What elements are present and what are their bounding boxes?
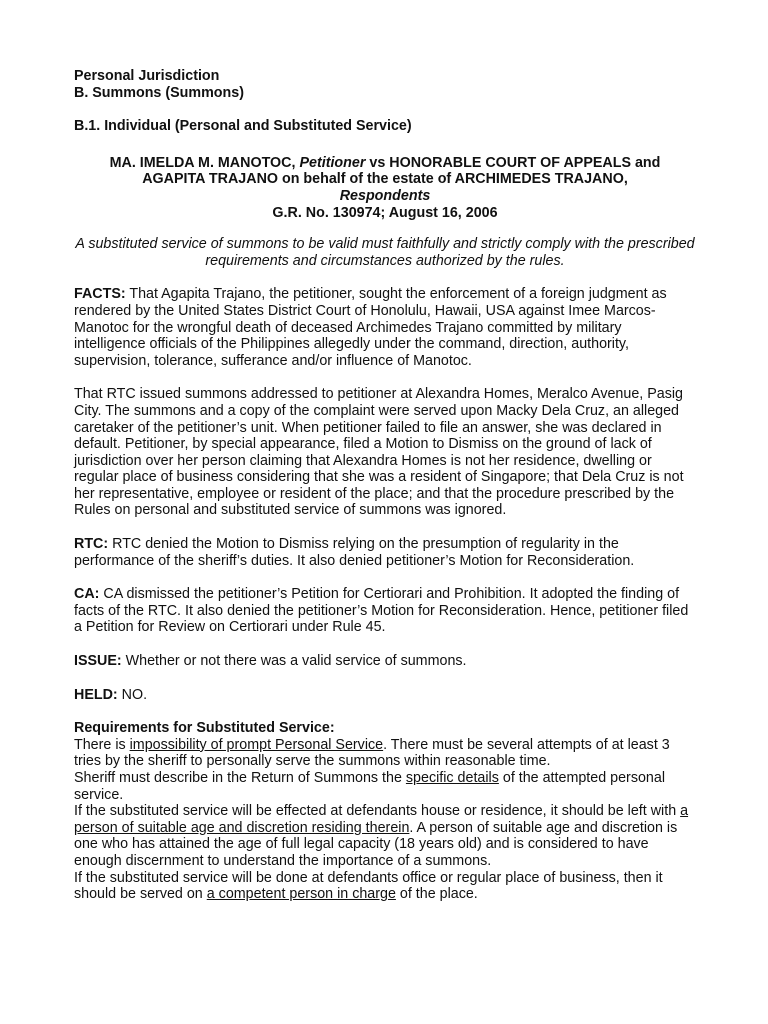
held-label: HELD:	[74, 686, 118, 703]
requirement-3: If the substituted service will be effected at defendants house or residence, it should be left with a person of suitable age and discretion residing therein. A person of suitable age and discretion is one who has attained the age of full legal capacity (18 years old) and is considered to have enough discernment to understand the importance of a summons.	[74, 803, 689, 869]
rtc-text: RTC denied the Motion to Dismiss relying on the presumption of regularity in the performance of the sheriff’s duties. It also denied petitioner’s Motion for Reconsideration.	[74, 536, 635, 569]
facts-text: That Agapita Trajano, the petitioner, sought the enforcement of a foreign judgment as rendered by the United States District Court of Honolulu, Hawaii, USA against Imee Marcos-Manotoc for the wrongful death of deceased Archimedes Trajano committed by military intelligence officials of the Philippines allegedly under the command, direction, authority, supervision, tolerance, sufferance and/or influence of Manotoc.	[74, 286, 667, 369]
facts-label: FACTS:	[74, 286, 126, 303]
facts-paragraph	[74, 286, 696, 369]
issue-paragraph	[74, 653, 696, 670]
ca-label: CA:	[74, 586, 100, 603]
requirement-2: Sheriff must describe in the Return of Summons the specific details of the attempted personal service.	[74, 770, 666, 803]
requirement-1-key: impossibility of prompt Personal Service	[129, 736, 384, 753]
requirement-1: There is impossibility of prompt Personal Service. There must be several attempts of at least 3 tries by the sheriff to personally serve the summons within reasonable time.	[74, 736, 670, 770]
ca-paragraph	[74, 586, 696, 636]
case-title-line2: AGAPITA TRAJANO on behalf of the estate of ARCHIMEDES TRAJANO,	[142, 171, 628, 188]
rtc-paragraph	[74, 536, 696, 569]
ca-text: CA dismissed the petitioner’s Petition for Certiorari and Prohibition. It adopted the finding of facts of the RTC. It also denied the petitioner’s Motion for Reconsideration. Hence, petitioner filed a Petition for Review on Certiorari under Rule 45.	[74, 586, 689, 636]
respondent-line1: vs HONORABLE COURT OF APPEALS and	[365, 154, 661, 171]
requirement-4-key: a competent person in charge	[206, 886, 396, 903]
requirement-2-key: specific details	[405, 770, 499, 786]
case-title-line1	[74, 155, 696, 172]
held-paragraph	[74, 687, 696, 704]
issue-text: Whether or not there was a valid service of summons.	[121, 653, 467, 670]
facts-paragraph-2: That RTC issued summons addressed to petitioner at Alexandra Homes, Meralco Avenue, Pasig City. The summons and a copy of the complaint were served upon Macky Dela Cruz, an alleged caretaker of the petitioner’s unit. When petitioner failed to file an answer, she was declared in default. Petitioner, by special appearance, filed a Motion to Dismiss on the ground of lack of jurisdiction over her person claiming that Alexandra Homes is not her residence, dwelling or regular place of business considering that she was a resident of Singapore; that Dela Cruz is not her representative, employee or resident of the place; and that the procedure prescribed by the Rules on personal and substituted service of summons was ignored.	[74, 386, 684, 519]
held-text: NO.	[117, 686, 148, 703]
requirements-heading: Requirements for Substituted Service:	[74, 720, 335, 737]
requirement-4: If the substituted service will be done at defendants office or regular place of business, then it should be served on a competent person in charge of the place.	[74, 869, 663, 903]
respondent-role: Respondents	[339, 187, 431, 204]
section-heading: B.1. Individual (Personal and Substituted Service)	[74, 118, 412, 135]
rtc-label: RTC:	[74, 536, 109, 553]
doctrine-statement: A substituted service of summons to be valid must faithfully and strictly comply with the prescribed requirements and circumstances authorized by the rules.	[75, 236, 695, 269]
requirement-3-key: a person of suitable age and discretion residing therein	[74, 803, 689, 836]
case-citation: G.R. No. 130974; August 16, 2006	[272, 204, 498, 221]
petitioner-role: Petitioner	[299, 154, 366, 171]
petitioner-name: MA. IMELDA M. MANOTOC,	[109, 154, 296, 171]
subtopic-heading: B. Summons (Summons)	[74, 84, 244, 101]
topic-heading: Personal Jurisdiction	[74, 68, 220, 84]
case-title	[74, 155, 696, 221]
issue-label: ISSUE:	[74, 653, 122, 670]
